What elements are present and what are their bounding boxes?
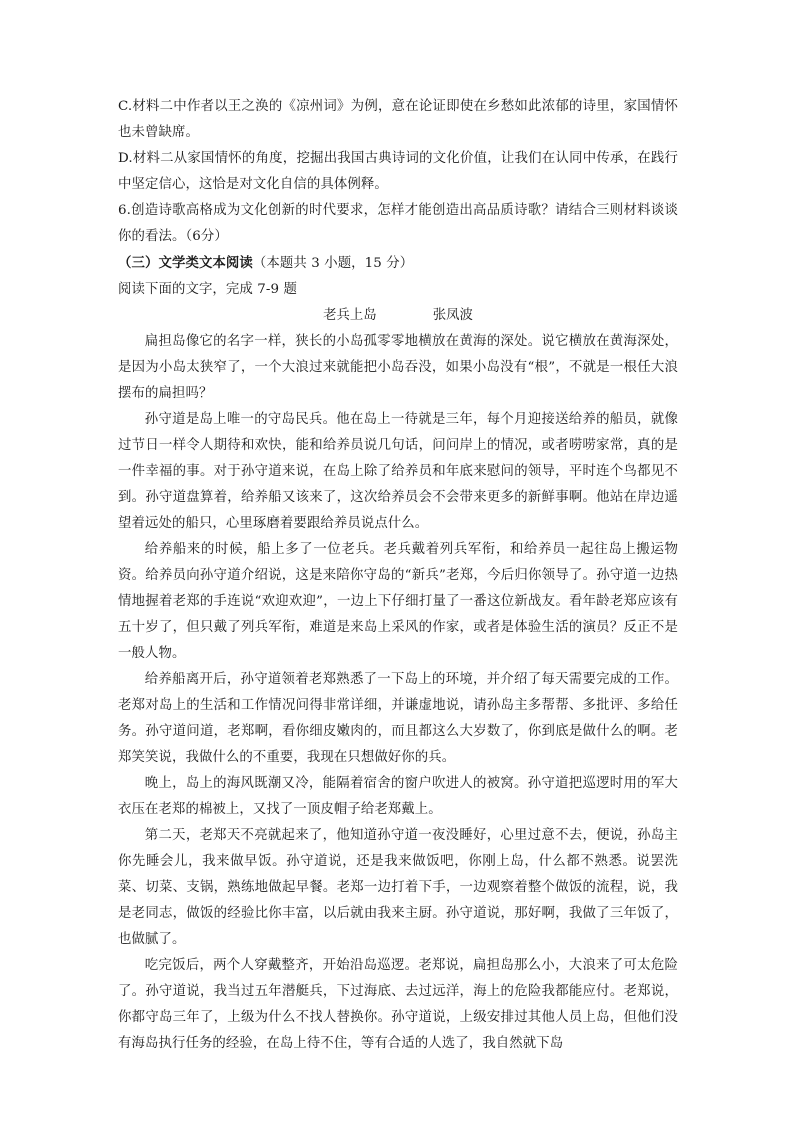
option-d: D.材料二从家国情怀的角度，挖掘出我国古典诗词的文化价值，让我们在认同中传承，在践行中坚定信心，这恰是对文化自信的具体例释。 <box>118 151 678 192</box>
document-page <box>118 94 678 1057</box>
option-c: C.材料二中作者以王之涣的《凉州词》为例，意在论证即使在乡愁如此浓郁的诗里，家国情怀也未曾缺席。 <box>118 99 678 140</box>
story-paragraph: 给养船离开后，孙守道领着老郑熟悉了一下岛上的环境，并介绍了每天需要完成的工作。老郑对岛上的生活和工作情况问得非常详细，并谦虚地说，请孙岛主多帮帮、多批评、多给任务。孙守道问道，老郑啊，看你细皮嫩肉的，而且都这么大岁数了，你到底是做什么的啊。老郑笑笑说，我做什么的不重要，我现在只想做好你的兵。 <box>118 672 678 765</box>
section-heading-line <box>118 250 678 277</box>
story-author: 张凤波 <box>432 308 473 323</box>
question-6: 6.创造诗歌高格成为文化创新的时代要求，怎样才能创造出高品质诗歌？请结合三则材料谈谈你的看法。（6分） <box>118 203 678 244</box>
section-heading: （三）文学类文本阅读 <box>118 255 253 271</box>
story-title-line <box>118 303 678 329</box>
story-paragraph: 孙守道是岛上唯一的守岛民兵。他在岛上一待就是三年，每个月迎接送给养的船员，就像过节日一样令人期待和欢快，能和给养员说几句话，问问岸上的情况，或者唠唠家常，真的是一件幸福的事。对于孙守道来说，在岛上除了给养员和年底来慰问的领导，平时连个鸟都见不到。孙守道盘算着，给养船又该来了，这次给养员会不会带来更多的新鲜事啊。他站在岸边遥望着远处的船只，心里琢磨着要跟给养员说点什么。 <box>118 412 678 531</box>
story-title: 老兵上岛 <box>323 308 377 323</box>
reading-instruction: 阅读下面的文字，完成 7-9 题 <box>118 282 297 297</box>
section-note: （本题共 3 小题，15 分） <box>252 256 414 271</box>
story-paragraph: 第二天，老郑天不亮就起来了，他知道孙守道一夜没睡好，心里过意不去，便说，孙岛主你先睡会儿，我来做早饭。孙守道说，还是我来做饭吧，你刚上岛，什么都不熟悉。说罢洗菜、切菜、支锅，熟练地做起早餐。老郑一边打着下手，一边观察着整个做饭的流程，说，我是老同志，做饭的经验比你丰富，以后就由我来主厨。孙守道说，那好啊，我做了三年饭了，也做腻了。 <box>118 828 678 947</box>
story-paragraph: 晚上，岛上的海风既潮又冷，能隔着宿舍的窗户吹进人的被窝。孙守道把巡逻时用的军大衣压在老郑的棉被上，又找了一顶皮帽子给老郑戴上。 <box>118 776 678 817</box>
story-paragraph: 吃完饭后，两个人穿戴整齐，开始沿岛巡逻。老郑说，扁担岛那么小，大浪来了可太危险了。孙守道说，我当过五年潜艇兵，下过海底、去过远洋，海上的危险我都能应付。老郑说，你都守岛三年了，上级为什么不找人替换你。孙守道说，上级安排过其他人员上岛，但他们没有海岛执行任务的经验，在岛上待不住，等有合适的人选了，我自然就下岛 <box>118 958 678 1051</box>
story-paragraph: 给养船来的时候，船上多了一位老兵。老兵戴着列兵军衔，和给养员一起往岛上搬运物资。给养员向孙守道介绍说，这是来陪你守岛的“新兵”老郑，今后归你领导了。孙守道一边热情地握着老郑的手连说“欢迎欢迎”，一边上下仔细打量了一番这位新战友。看年龄老郑应该有五十岁了，但只戴了列兵军衔，难道是来岛上采风的作家，或者是体验生活的演员？反正不是一般人物。 <box>118 542 678 661</box>
story-paragraph: 扁担岛像它的名字一样，狭长的小岛孤零零地横放在黄海的深处。说它横放在黄海深处，是因为小岛太狭窄了，一个大浪过来就能把小岛吞没，如果小岛没有“根”，不就是一根任大浪摆布的扁担吗？ <box>118 334 678 401</box>
